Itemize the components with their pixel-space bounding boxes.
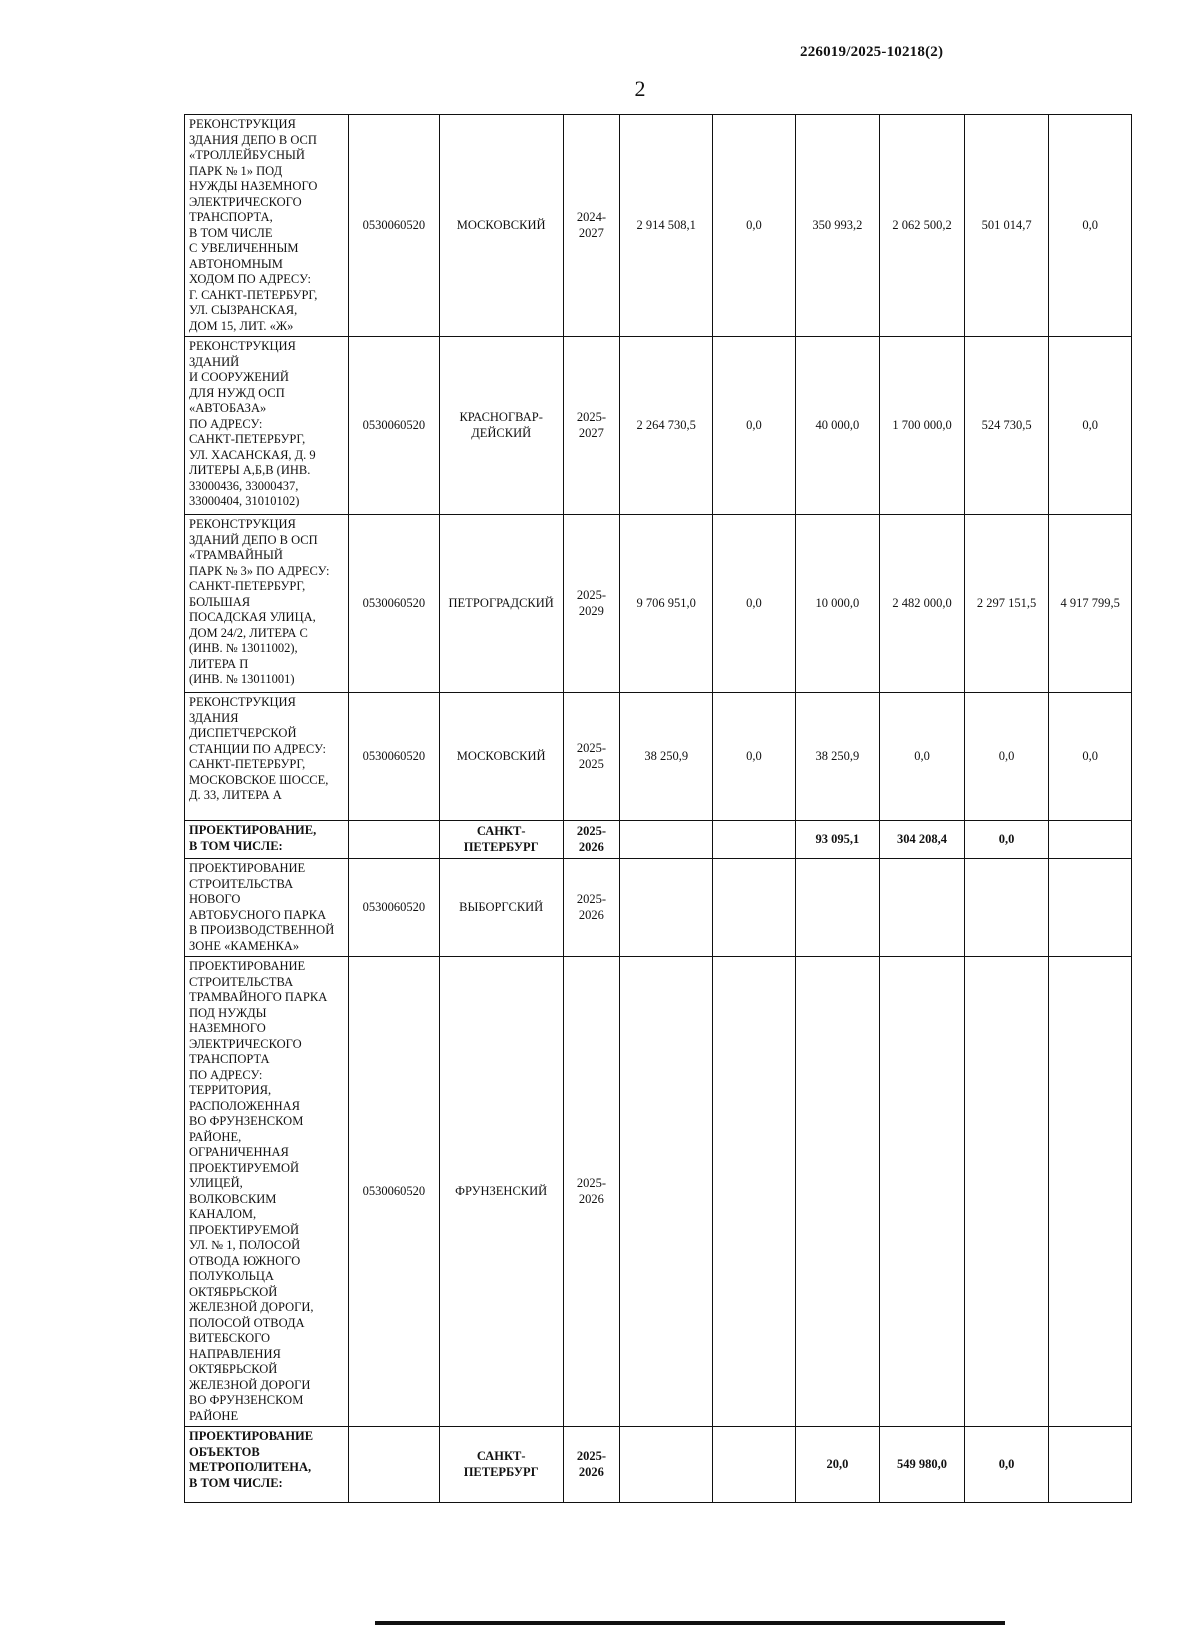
amount-col-2 (795, 957, 880, 1427)
amount-col-5 (1049, 859, 1132, 957)
amount-col-3: 2 482 000,0 (880, 515, 965, 693)
total-amount (620, 859, 713, 957)
total-amount: 2 914 508,1 (620, 115, 713, 337)
amount-col-5 (1049, 957, 1132, 1427)
amount-col-1: 0,0 (713, 337, 796, 515)
total-amount (620, 821, 713, 859)
amount-col-4: 0,0 (964, 1427, 1049, 1503)
program-table (184, 114, 1132, 1503)
amount-col-2: 38 250,9 (795, 693, 880, 821)
amount-col-4: 524 730,5 (964, 337, 1049, 515)
district: САНКТ- ПЕТЕРБУРГ (439, 821, 563, 859)
amount-col-3: 1 700 000,0 (880, 337, 965, 515)
district: МОСКОВСКИЙ (439, 115, 563, 337)
object-name: ПРОЕКТИРОВАНИЕ СТРОИТЕЛЬСТВА НОВОГО АВТОБУСНОГО ПАРКА В ПРОИЗВОДСТВЕННОЙ ЗОНЕ «КАМЕНКА» (185, 859, 349, 957)
table-row (185, 821, 1132, 859)
total-amount: 38 250,9 (620, 693, 713, 821)
amount-col-1 (713, 1427, 796, 1503)
table-row (185, 957, 1132, 1427)
district: КРАСНОГВАР- ДЕЙСКИЙ (439, 337, 563, 515)
object-name: РЕКОНСТРУКЦИЯ ЗДАНИЯ ДЕПО В ОСП «ТРОЛЛЕЙБУСНЫЙ ПАРК № 1» ПОД НУЖДЫ НАЗЕМНОГО ЭЛЕКТРИЧЕСКОГО ТРАНСПОРТА, В ТОМ ЧИСЛЕ С УВЕЛИЧЕННЫМ АВТОНОМНЫМ ХОДОМ ПО АДРЕСУ: Г. САНКТ-ПЕТЕРБУРГ, УЛ. СЫЗРАНСКАЯ, ДОМ 15, ЛИТ. «Ж» (185, 115, 349, 337)
amount-col-2: 20,0 (795, 1427, 880, 1503)
amount-col-4: 501 014,7 (964, 115, 1049, 337)
object-name: РЕКОНСТРУКЦИЯ ЗДАНИЯ ДИСПЕТЧЕРСКОЙ СТАНЦИИ ПО АДРЕСУ: САНКТ-ПЕТЕРБУРГ, МОСКОВСКОЕ ШОССЕ, Д. 33, ЛИТЕРА А (185, 693, 349, 821)
amount-col-5: 0,0 (1049, 337, 1132, 515)
amount-col-1 (713, 821, 796, 859)
amount-col-4: 0,0 (964, 821, 1049, 859)
amount-col-5 (1049, 821, 1132, 859)
budget-code: 0530060520 (349, 859, 440, 957)
amount-col-1 (713, 859, 796, 957)
years: 2025- 2026 (563, 957, 620, 1427)
table-row (185, 337, 1132, 515)
years: 2025- 2029 (563, 515, 620, 693)
table-row (185, 1427, 1132, 1503)
years: 2025- 2025 (563, 693, 620, 821)
amount-col-1 (713, 957, 796, 1427)
district: МОСКОВСКИЙ (439, 693, 563, 821)
budget-code (349, 821, 440, 859)
amount-col-3 (880, 859, 965, 957)
amount-col-1: 0,0 (713, 515, 796, 693)
document-number: 226019/2025-10218(2) (800, 44, 944, 60)
years: 2025- 2026 (563, 821, 620, 859)
budget-code (349, 1427, 440, 1503)
amount-col-2: 350 993,2 (795, 115, 880, 337)
amount-col-2: 93 095,1 (795, 821, 880, 859)
amount-col-3: 304 208,4 (880, 821, 965, 859)
amount-col-4 (964, 859, 1049, 957)
page-number: 2 (634, 76, 646, 101)
scan-edge-line (375, 1621, 1005, 1625)
total-amount: 9 706 951,0 (620, 515, 713, 693)
district: ВЫБОРГСКИЙ (439, 859, 563, 957)
years: 2025- 2027 (563, 337, 620, 515)
budget-code: 0530060520 (349, 693, 440, 821)
total-amount (620, 957, 713, 1427)
district: ПЕТРОГРАДСКИЙ (439, 515, 563, 693)
district: САНКТ- ПЕТЕРБУРГ (439, 1427, 563, 1503)
district: ФРУНЗЕНСКИЙ (439, 957, 563, 1427)
years: 2025- 2026 (563, 1427, 620, 1503)
amount-col-4 (964, 957, 1049, 1427)
amount-col-3: 0,0 (880, 693, 965, 821)
amount-col-3: 549 980,0 (880, 1427, 965, 1503)
amount-col-5: 4 917 799,5 (1049, 515, 1132, 693)
budget-code: 0530060520 (349, 515, 440, 693)
total-amount (620, 1427, 713, 1503)
table-row (185, 693, 1132, 821)
table-row (185, 115, 1132, 337)
budget-code: 0530060520 (349, 337, 440, 515)
amount-col-2: 10 000,0 (795, 515, 880, 693)
amount-col-2 (795, 859, 880, 957)
object-name: ПРОЕКТИРОВАНИЕ СТРОИТЕЛЬСТВА ТРАМВАЙНОГО ПАРКА ПОД НУЖДЫ НАЗЕМНОГО ЭЛЕКТРИЧЕСКОГО ТРАНСПОРТА ПО АДРЕСУ: ТЕРРИТОРИЯ, РАСПОЛОЖЕННАЯ ВО ФРУНЗЕНСКОМ РАЙОНЕ, ОГРАНИЧЕННАЯ ПРОЕКТИРУЕМОЙ УЛИЦЕЙ, ВОЛКОВСКИМ КАНАЛОМ, ПРОЕКТИРУЕМОЙ УЛ. № 1, ПОЛОСОЙ ОТВОДА ЮЖНОГО ПОЛУКОЛЬЦА ОКТЯБРЬСКОЙ ЖЕЛЕЗНОЙ ДОРОГИ, ПОЛОСОЙ ОТВОДА ВИТЕБСКОГО НАПРАВЛЕНИЯ ОКТЯБРЬСКОЙ ЖЕЛЕЗНОЙ ДОРОГИ ВО ФРУНЗЕНСКОМ РАЙОНЕ (185, 957, 349, 1427)
amount-col-1: 0,0 (713, 115, 796, 337)
budget-code: 0530060520 (349, 957, 440, 1427)
table-row (185, 515, 1132, 693)
amount-col-5: 0,0 (1049, 115, 1132, 337)
object-name: ПРОЕКТИРОВАНИЕ ОБЪЕКТОВ МЕТРОПОЛИТЕНА, В ТОМ ЧИСЛЕ: (185, 1427, 349, 1503)
amount-col-4: 2 297 151,5 (964, 515, 1049, 693)
budget-code: 0530060520 (349, 115, 440, 337)
years: 2025- 2026 (563, 859, 620, 957)
amount-col-1: 0,0 (713, 693, 796, 821)
table-row (185, 859, 1132, 957)
object-name: ПРОЕКТИРОВАНИЕ, В ТОМ ЧИСЛЕ: (185, 821, 349, 859)
amount-col-3 (880, 957, 965, 1427)
object-name: РЕКОНСТРУКЦИЯ ЗДАНИЙ И СООРУЖЕНИЙ ДЛЯ НУЖД ОСП «АВТОБАЗА» ПО АДРЕСУ: САНКТ-ПЕТЕРБУРГ, УЛ. ХАСАНСКАЯ, Д. 9 ЛИТЕРЫ А,Б,В (ИНВ. 33000436, 33000437, 33000404, 31010102) (185, 337, 349, 515)
amount-col-4: 0,0 (964, 693, 1049, 821)
amount-col-3: 2 062 500,2 (880, 115, 965, 337)
amount-col-2: 40 000,0 (795, 337, 880, 515)
object-name: РЕКОНСТРУКЦИЯ ЗДАНИЙ ДЕПО В ОСП «ТРАМВАЙНЫЙ ПАРК № 3» ПО АДРЕСУ: САНКТ-ПЕТЕРБУРГ, БОЛЬШАЯ ПОСАДСКАЯ УЛИЦА, ДОМ 24/2, ЛИТЕРА С (ИНВ. № 13011002), ЛИТЕРА П (ИНВ. № 13011001) (185, 515, 349, 693)
years: 2024- 2027 (563, 115, 620, 337)
amount-col-5 (1049, 1427, 1132, 1503)
amount-col-5: 0,0 (1049, 693, 1132, 821)
total-amount: 2 264 730,5 (620, 337, 713, 515)
